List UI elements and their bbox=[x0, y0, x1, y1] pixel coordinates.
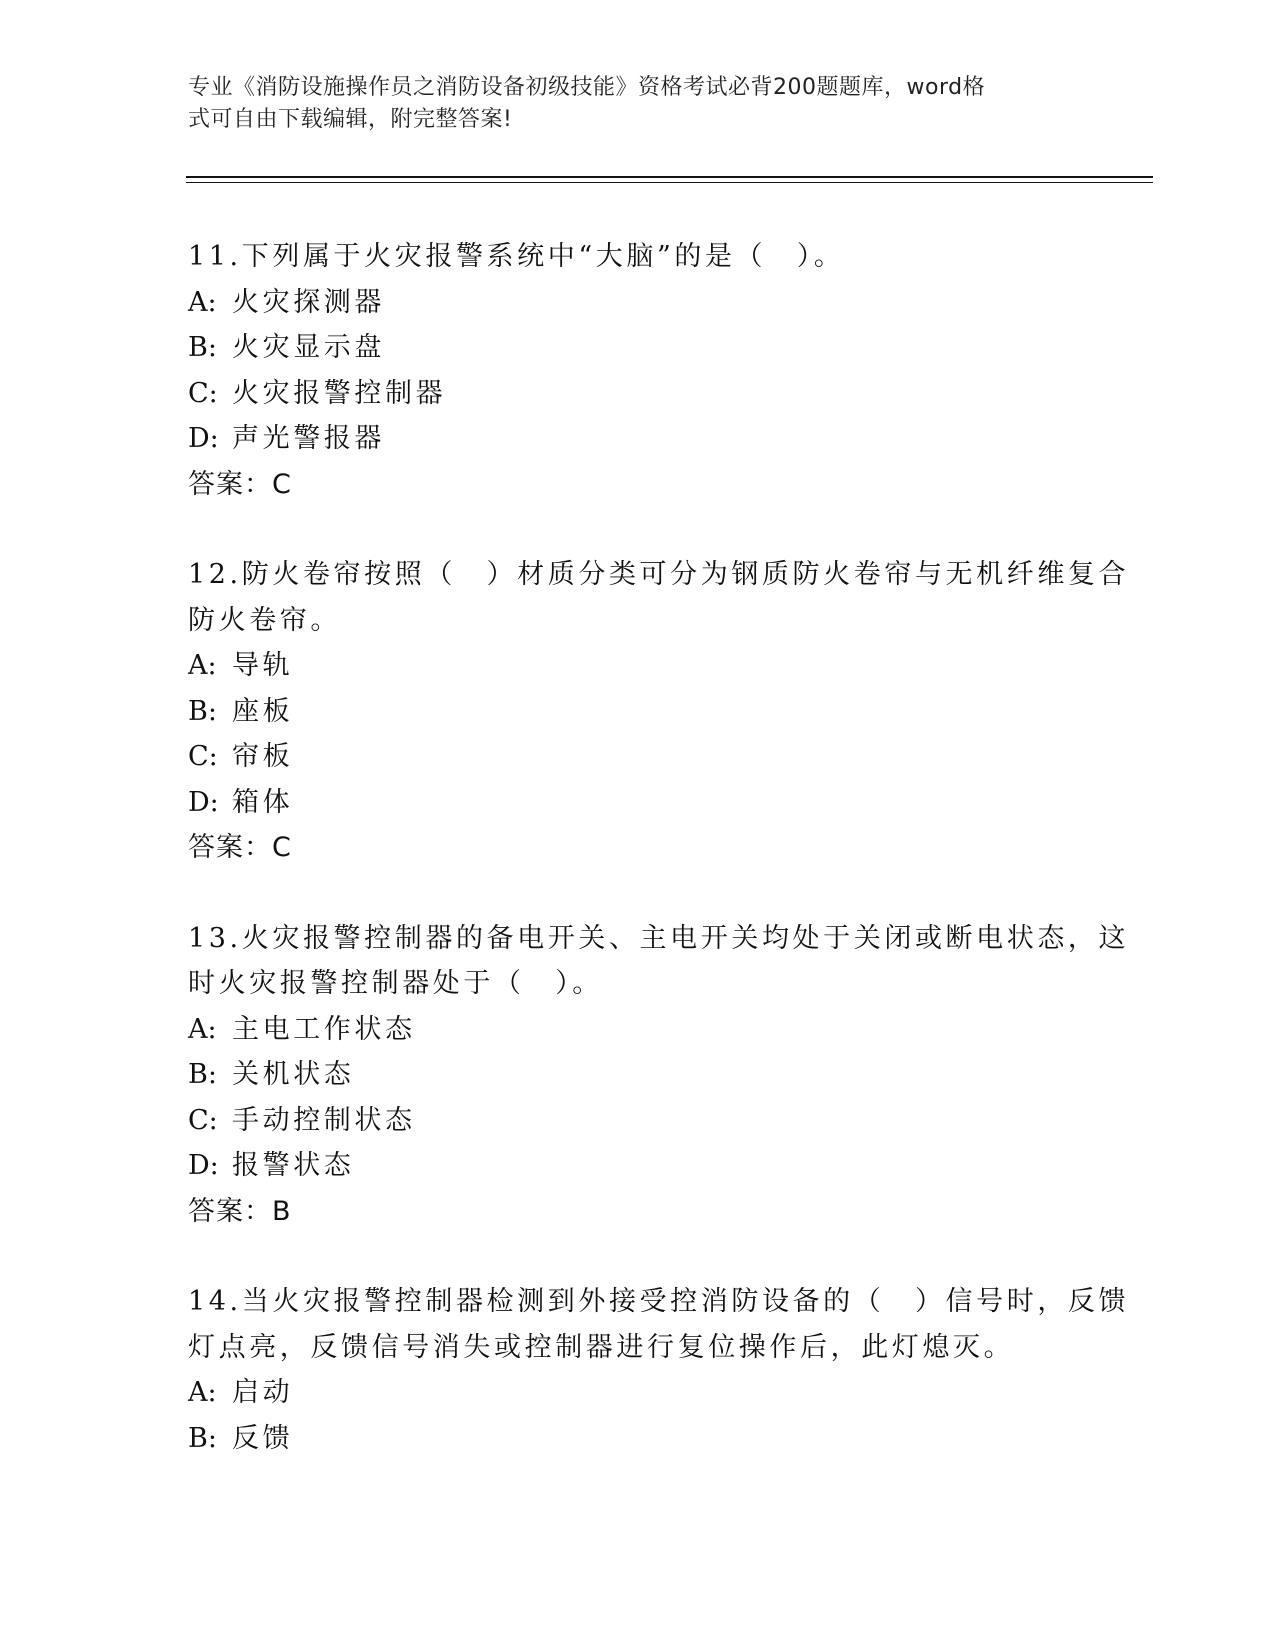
option-a bbox=[188, 280, 1073, 326]
option-b bbox=[188, 689, 1073, 735]
option-a bbox=[188, 643, 1073, 689]
option-text: 反馈 bbox=[232, 1422, 294, 1454]
option-b bbox=[188, 1416, 1073, 1462]
option-b bbox=[188, 1052, 1073, 1098]
option-text: 关机状态 bbox=[232, 1059, 355, 1090]
option-b bbox=[188, 325, 1073, 371]
question-13 bbox=[188, 916, 1130, 1235]
document-header bbox=[188, 72, 1073, 136]
answer-line: 答案：C bbox=[188, 468, 292, 500]
option-a bbox=[188, 1370, 1073, 1416]
option-c bbox=[188, 1098, 1073, 1144]
option-text: 启动 bbox=[232, 1377, 294, 1408]
option-text: 手动控制状态 bbox=[232, 1104, 416, 1136]
question-list bbox=[188, 234, 1130, 1506]
option-a bbox=[188, 1007, 1073, 1053]
option-key: B: bbox=[188, 1059, 217, 1090]
option-key: C: bbox=[188, 741, 218, 772]
option-key: A: bbox=[188, 1377, 217, 1408]
option-key: D: bbox=[188, 423, 219, 454]
question-text: 11.下列属于火灾报警系统中“大脑”的是（ ）。 bbox=[188, 241, 845, 272]
option-key: A: bbox=[188, 286, 217, 318]
answer-line: 答案：B bbox=[188, 1195, 292, 1227]
option-key: D: bbox=[188, 786, 219, 818]
option-text: 座板 bbox=[232, 695, 294, 727]
option-text: 火灾探测器 bbox=[232, 286, 385, 318]
option-text: 报警状态 bbox=[232, 1150, 355, 1181]
option-key: D: bbox=[188, 1150, 219, 1181]
question-text: 13.火灾报警控制器的备电开关、主电开关均处于关闭或断电状态，这 bbox=[188, 922, 1130, 954]
option-d bbox=[188, 1143, 1073, 1189]
question-text-cont: 灯点亮，反馈信号消失或控制器进行复位操作后，此灯熄灭。 bbox=[188, 1331, 1015, 1363]
option-d bbox=[188, 780, 1073, 826]
option-text: 帘板 bbox=[232, 741, 294, 772]
question-text-cont: 时火灾报警控制器处于（ ）。 bbox=[188, 968, 603, 999]
question-text-cont: 防火卷帘。 bbox=[188, 604, 341, 636]
option-text: 箱体 bbox=[232, 786, 294, 818]
option-d bbox=[188, 416, 1073, 462]
option-c bbox=[188, 734, 1073, 780]
header-line-2: 式可自由下载编辑，附完整答案! bbox=[188, 107, 513, 132]
header-rule-thick bbox=[186, 176, 1153, 178]
option-key: B: bbox=[188, 1422, 217, 1454]
question-14 bbox=[188, 1279, 1130, 1461]
header-line-1: 专业《消防设施操作员之消防设备初级技能》资格考试必背200题题库，word格 bbox=[188, 75, 986, 100]
option-text: 火灾显示盘 bbox=[232, 332, 385, 363]
option-key: A: bbox=[188, 650, 217, 681]
option-key: C: bbox=[188, 1104, 218, 1136]
option-text: 导轨 bbox=[232, 650, 294, 681]
option-key: A: bbox=[188, 1013, 217, 1045]
option-text: 声光警报器 bbox=[232, 423, 385, 454]
header-rule-thin bbox=[186, 182, 1153, 183]
option-key: C: bbox=[188, 377, 218, 409]
question-text: 12.防火卷帘按照（ ）材质分类可分为钢质防火卷帘与无机纤维复合 bbox=[188, 559, 1130, 590]
option-c bbox=[188, 371, 1073, 417]
option-key: B: bbox=[188, 332, 217, 363]
question-12 bbox=[188, 552, 1130, 871]
question-11 bbox=[188, 234, 1073, 507]
option-text: 主电工作状态 bbox=[232, 1013, 416, 1045]
option-key: B: bbox=[188, 695, 217, 727]
option-text: 火灾报警控制器 bbox=[232, 377, 447, 409]
question-text: 14.当火灾报警控制器检测到外接受控消防设备的（ ）信号时，反馈 bbox=[188, 1286, 1130, 1317]
answer-line: 答案：C bbox=[188, 832, 292, 863]
